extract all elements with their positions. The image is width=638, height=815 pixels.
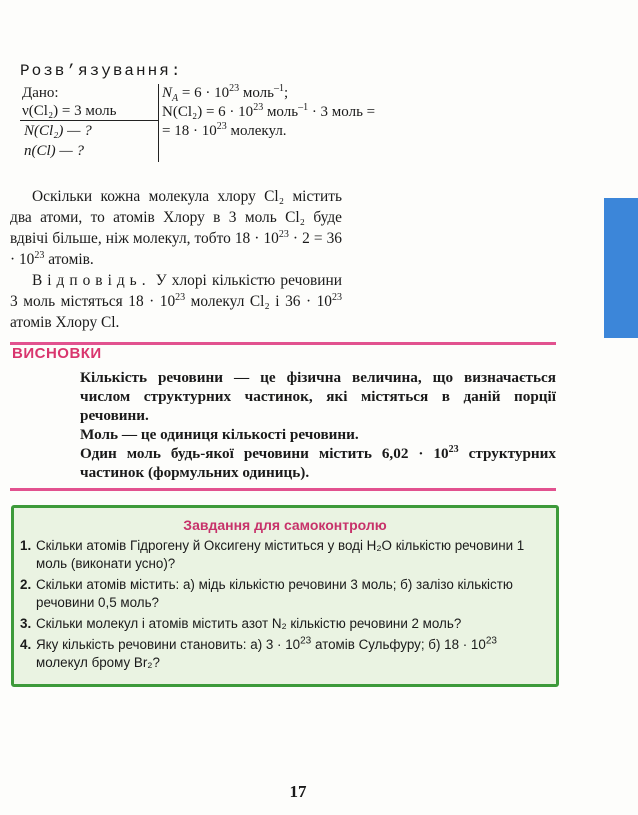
blue-side-tab [604,198,638,338]
task-item-1: 1. Скільки атомів Гідрогену й Оксигену міститься у воді H₂O кількістю речовини 1 моль (виконати усно)? [20,538,525,571]
conclusion-3: Один моль будь-якої речовини містить $6,02 \cdot 10^{23}$ структурних частинок (формульних одиниць). [80,443,556,481]
given-label: Дано: [22,85,59,101]
conclusions-body [80,368,556,482]
calculation-block [162,84,375,141]
explanation-paragraph [10,186,342,333]
divider-bottom [10,488,556,491]
solution-title: Розв’язування: [20,62,183,80]
selfcheck-box [11,505,559,687]
given-value: ν(Cl₂) = 3 моль [20,102,158,121]
calc-line-3: = $18 \cdot 10^{23}$ молекул. [162,121,287,139]
answer-label: Відповідь. [32,272,151,289]
find-item-1: N(Cl₂) — ? [24,123,92,139]
conclusion-2: Моль — це одиниця кількості речовини. [80,426,359,443]
conclusions-title: ВИСНОВКИ [12,345,102,362]
page-number: 17 [289,782,307,801]
explanation-text: Оскільки кожна молекула хлору Cl₂ містить два атоми, то атомів Хлору в 3 моль Cl₂ буде вдвічі більше, ніж молекул, тобто $18 \cdot 10^{23} \cdot 2 = 36 \cdot 10^{23}$ атомів. [10,188,342,268]
given-block [20,84,159,162]
selfcheck-title: Завдання для самоконтролю [183,517,387,533]
answer-text: Відповідь. У хлорі кількістю речовини 3 моль містяться $18 \cdot 10^{23}$ молекул Cl₂ і $36 \cdot 10^{23}$ атомів Хлору Cl. [10,272,342,331]
conclusion-1: Кількість речовини — це фізична величина, що визначається числом структурних частинок, які містяться в даній порції речовини. [80,369,556,424]
task-item-4: 4. Яку кількість речовини становить: а) $3 \cdot 10^{23}$ атомів Сульфуру; б) $18 \cdot 10^{23}$ молекул брому Br₂? [20,635,497,670]
task-list [20,537,546,672]
task-item-2: 2. Скільки атомів містить: а) мідь кількістю речовини 3 моль; б) залізо кількістю речовини 0,5 моль? [20,577,513,610]
find-item-2: n(Cl) — ? [24,143,84,159]
calc-line-1: $N_A = 6 \cdot 10^{23}$ моль$^{-1}$; [162,83,289,104]
calc-line-2: $N(Cl_2) = 6 \cdot 10^{23}$ моль$^{-1}$ · 3 моль = [162,102,376,120]
task-item-3: 3. Скільки молекул і атомів містить азот N₂ кількістю речовини 2 моль? [20,616,462,631]
